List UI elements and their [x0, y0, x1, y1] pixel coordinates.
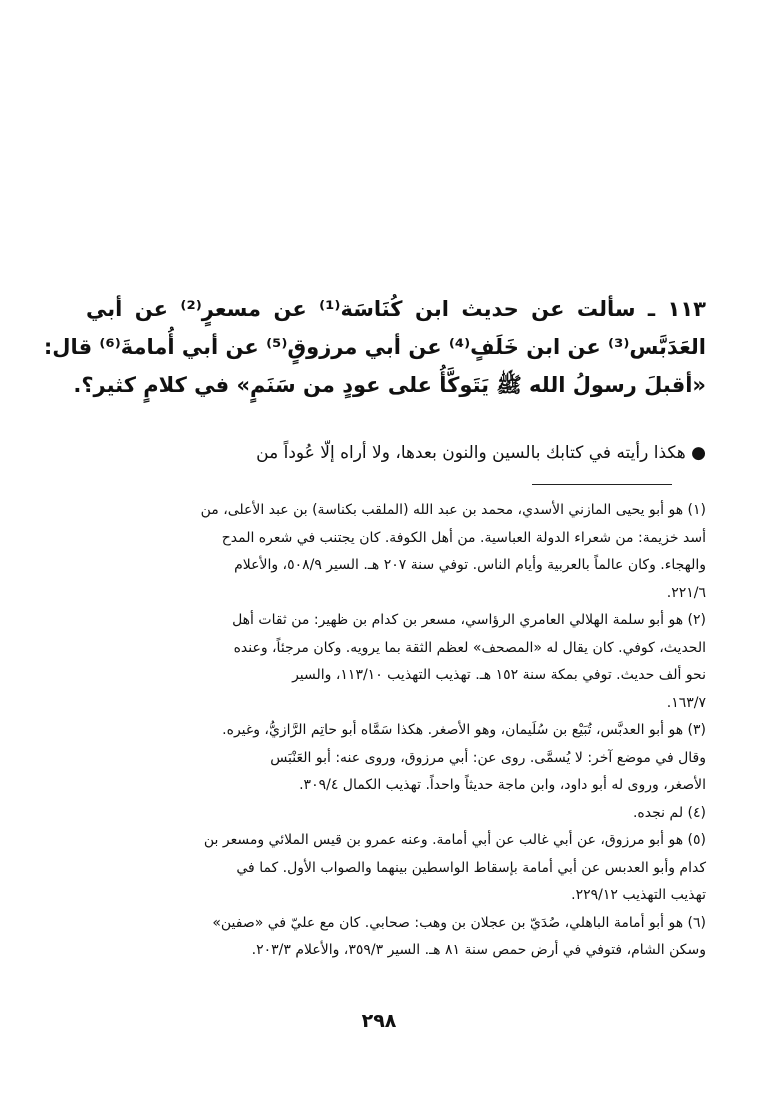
footnote-line: كدام وأبو العدبس عن أبي أمامة بإسقاط الواسطين بينهما والصواب الأول. كما في [236, 859, 706, 876]
footnote-line: ١٦٣/٧. [666, 694, 706, 711]
footnote-line: والهجاء. وكان عالماً بالعربية وأيام الناس. توفي سنة ٢٠٧ هـ. السير ٥٠٨/٩، والأعلام [234, 557, 706, 573]
footnote-separator [532, 484, 672, 485]
hadith-line-2: العَدَبَّس⁽³⁾ عن ابن خَلَفٍ⁽⁴⁾ عن أبي مرزوقٍ⁽⁵⁾ عن أبي أُمامةَ⁽⁶⁾ قال: [43, 335, 706, 359]
hadith-question [43, 290, 706, 404]
footnote-line: نحو ألف حديث. توفي بمكة سنة ١٥٢ هـ. تهذيب التهذيب ١١٣/١٠، والسير [292, 667, 706, 683]
footnote-1 [86, 497, 706, 607]
hadith-line-1: ١١٣ ـ سألت عن حديث ابن كُنَاسَة⁽¹⁾ عن مسعرٍ⁽²⁾ عن أبي [86, 297, 706, 321]
page-number: ٢٩٨ [361, 1010, 397, 1032]
hadith-line-3: «أقبلَ رسولُ الله ﷺ يَتَوكَّأُ على عودٍ من سَنَمٍ» في كلامٍ كثير؟. [73, 373, 706, 397]
footnote-line: الأصغر، وروى له أبو داود، وابن ماجة حديثاً واحداً. تهذيب الكمال ٣٠٩/٤. [299, 777, 706, 793]
footnote-5 [86, 827, 706, 910]
footnote-2 [86, 607, 706, 717]
footnote-line: وسكن الشام، فتوفي في أرض حمص سنة ٨١ هـ. السير ٣٥٩/٣، والأعلام ٢٠٣/٣. [251, 942, 706, 958]
footnote-line: تهذيب التهذيب ٢٢٩/١٢. [571, 887, 706, 903]
footnote-line: (٢) هو أبو سلمة الهلالي العامري الرؤاسي، مسعر بن كدام بن ظهير: من ثقات أهل [232, 612, 706, 628]
footnotes [86, 497, 706, 965]
footnote-line: (٤) لم نجده. [632, 804, 706, 821]
footnote-4 [86, 800, 706, 828]
footnote-line: وقال في موضع آخر: لا يُسمَّى. روى عن: أبي مرزوق، وروى عنه: أبو العَنْبَس [270, 749, 706, 766]
footnote-line: الحديث، كوفي. كان يقال له «المصحف» لعظم الثقة بما يرويه. وكان مرجئاً، وعنده [233, 639, 706, 656]
footnote-line: ٢٢١/٦. [666, 584, 706, 601]
footnote-line: (١) هو أبو يحيى المازني الأسدي، محمد بن عبد الله (الملقب بكناسة) بن عبد الأعلى، من [200, 502, 706, 518]
footnote-line: (٦) هو أبو أمامة الباهلي، صُدَيّ بن عجلان بن وهب: صحابي. كان مع عليّ في «صفين» [212, 914, 706, 931]
footnote-line: أسد خزيمة: من شعراء الدولة العباسية. من أهل الكوفة. كان يجتنب في شعره المدح [221, 529, 706, 546]
footnote-6 [86, 910, 706, 965]
footnote-line: (٣) هو أبو العدبَّس، تُبَيْع بن سُلَيمان، وهو الأصغر. هكذا سَمَّاه أبو حاتِم الرَّازيُّ، وغيره. [222, 722, 706, 738]
footnote-line: (٥) هو أبو مرزوق، عن أبي غالب عن أبي أمامة. وعنه عمرو بن قيس الملائي ومسعر بن [203, 832, 706, 848]
answer-text: ● هكذا رأيته في كتابك بالسين والنون بعدها، ولا أراه إلّا عُوداً من [256, 443, 706, 463]
footnote-3 [86, 717, 706, 800]
